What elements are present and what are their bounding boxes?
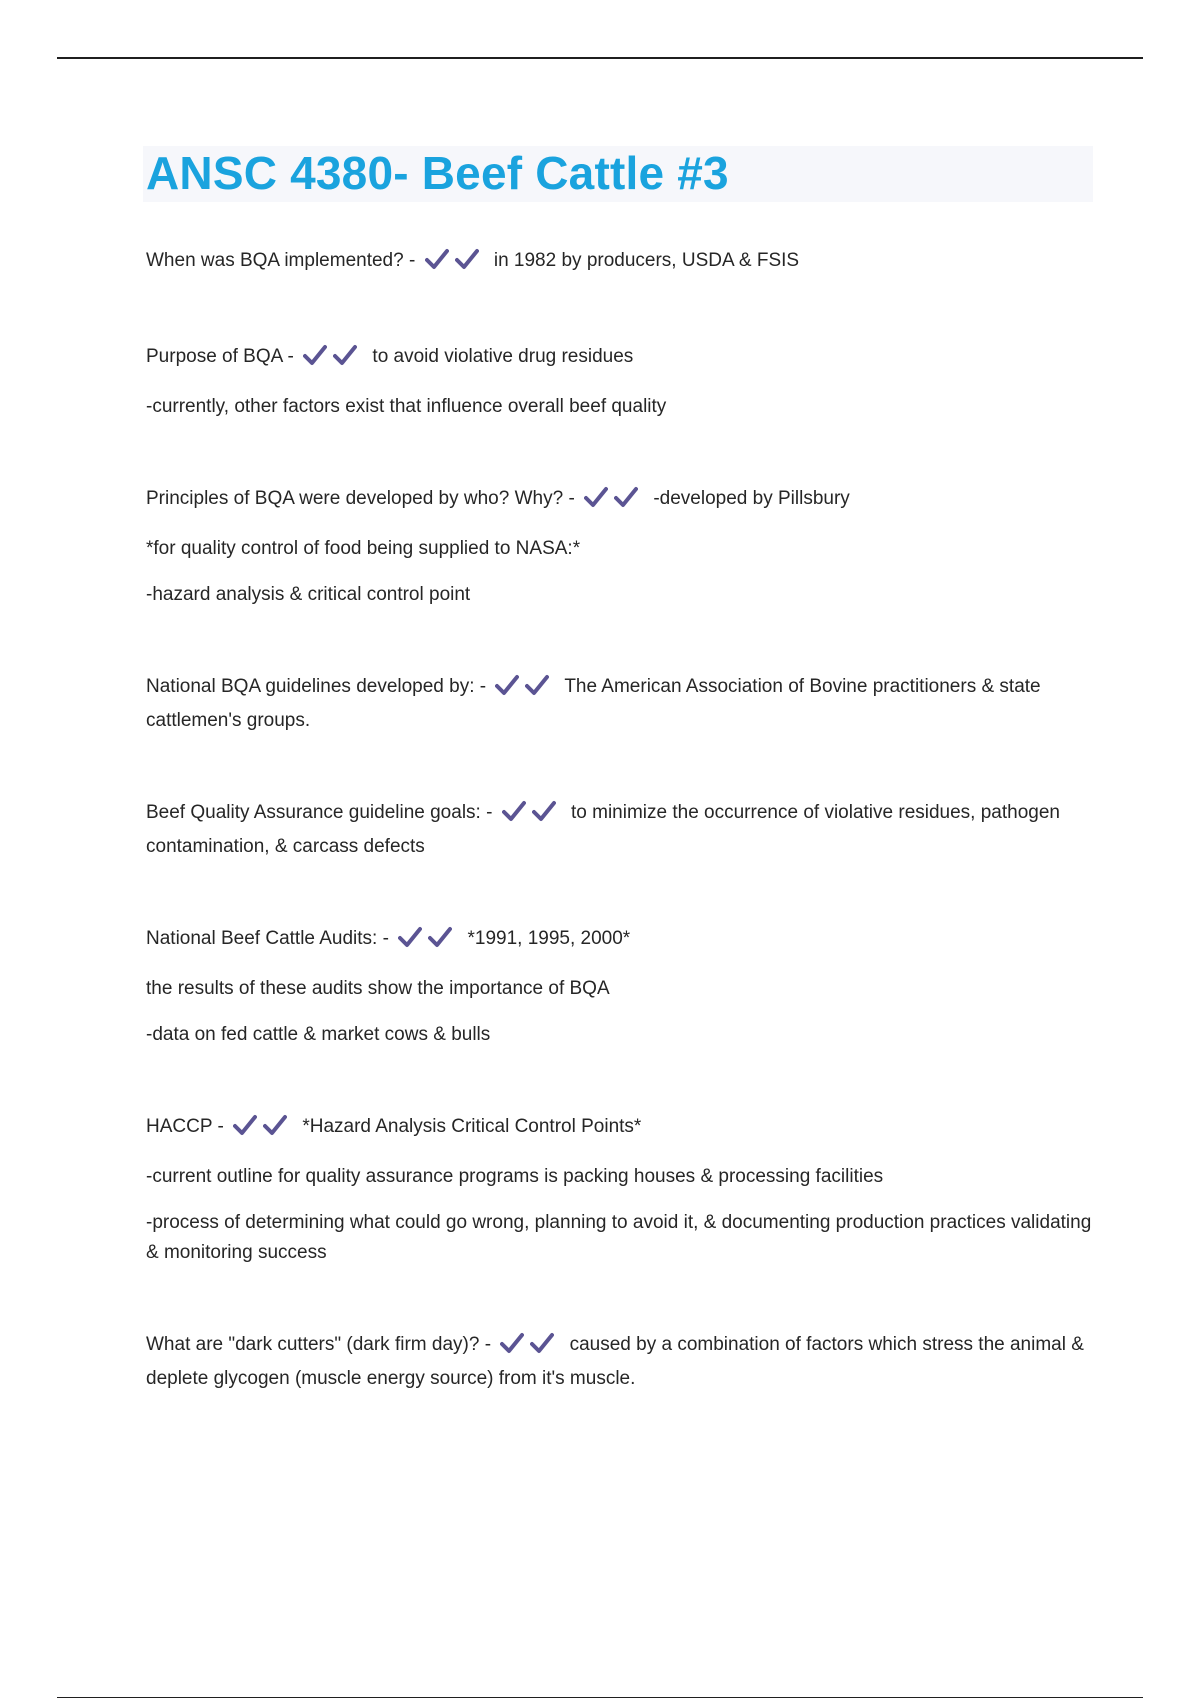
check-mark-icon	[263, 1114, 287, 1136]
answer-text: *1991, 1995, 2000*	[467, 928, 631, 949]
double-check-icon	[303, 344, 363, 376]
answer-line: -hazard analysis & critical control point	[146, 584, 471, 605]
qa-item	[146, 342, 1096, 422]
question-text: Principles of BQA were developed by who? Why? -	[146, 488, 575, 509]
qa-item	[146, 672, 1096, 736]
check-mark-icon	[455, 248, 479, 270]
qa-item	[146, 246, 1096, 280]
answer-line: the results of these audits show the importance of BQA	[146, 978, 610, 999]
answer-line: -current outline for quality assurance programs is packing houses & processing facilities	[146, 1166, 884, 1187]
answer-line: -data on fed cattle & market cows & bulls	[146, 1024, 491, 1045]
qa-item	[146, 1112, 1096, 1268]
check-mark-icon	[532, 800, 556, 822]
answer-text: The American Association of Bovine practitioners & state cattlemen's groups.	[146, 676, 1041, 731]
answer-text: -developed by Pillsbury	[653, 488, 850, 509]
double-check-icon	[398, 926, 458, 958]
check-mark-icon	[233, 1114, 257, 1136]
answer-line: -process of determining what could go wrong, planning to avoid it, & documenting production practices validating & monitoring success	[146, 1212, 1092, 1263]
double-check-icon	[425, 248, 485, 280]
double-check-icon	[500, 1332, 560, 1364]
qa-first-line	[146, 924, 1096, 958]
question-text: What are "dark cutters" (dark firm day)? -	[146, 1334, 492, 1355]
question-text: Beef Quality Assurance guideline goals: -	[146, 802, 493, 823]
bottom-rule	[57, 1697, 1143, 1698]
check-mark-icon	[502, 800, 526, 822]
qa-first-line	[146, 672, 1096, 736]
question-text: HACCP -	[146, 1116, 224, 1137]
answer-text: to minimize the occurrence of violative residues, pathogen contamination, & carcass defects	[146, 802, 1060, 857]
check-mark-icon	[525, 674, 549, 696]
check-mark-icon	[530, 1332, 554, 1354]
double-check-icon	[495, 674, 555, 706]
check-mark-icon	[500, 1332, 524, 1354]
qa-first-line	[146, 484, 1096, 518]
answer-text: *Hazard Analysis Critical Control Points*	[302, 1116, 642, 1137]
answer-text: to avoid violative drug residues	[372, 346, 634, 367]
double-check-icon	[502, 800, 562, 832]
check-mark-icon	[614, 486, 638, 508]
question-text: Purpose of BQA -	[146, 346, 294, 367]
page-title: ANSC 4380- Beef Cattle #3	[146, 147, 729, 199]
top-rule	[57, 57, 1143, 59]
qa-list	[146, 246, 1096, 1394]
check-mark-icon	[303, 344, 327, 366]
question-text: When was BQA implemented? -	[146, 250, 416, 271]
check-mark-icon	[584, 486, 608, 508]
qa-item	[146, 1330, 1096, 1394]
qa-first-line	[146, 342, 1096, 376]
qa-first-line	[146, 1112, 1096, 1146]
qa-first-line	[146, 798, 1096, 862]
check-mark-icon	[333, 344, 357, 366]
qa-item	[146, 484, 1096, 610]
check-mark-icon	[495, 674, 519, 696]
answer-line: -currently, other factors exist that influence overall beef quality	[146, 396, 667, 417]
qa-item	[146, 798, 1096, 862]
check-mark-icon	[428, 926, 452, 948]
qa-first-line	[146, 246, 1096, 280]
question-text: National Beef Cattle Audits: -	[146, 928, 389, 949]
double-check-icon	[233, 1114, 293, 1146]
check-mark-icon	[425, 248, 449, 270]
check-mark-icon	[398, 926, 422, 948]
qa-item	[146, 924, 1096, 1050]
question-text: National BQA guidelines developed by: -	[146, 676, 487, 697]
answer-line: *for quality control of food being supplied to NASA:*	[146, 538, 581, 559]
qa-first-line	[146, 1330, 1096, 1394]
answer-text: in 1982 by producers, USDA & FSIS	[493, 250, 800, 271]
answer-text: caused by a combination of factors which stress the animal & deplete glycogen (muscle energy source) from it's muscle.	[146, 1334, 1084, 1389]
double-check-icon	[584, 486, 644, 518]
